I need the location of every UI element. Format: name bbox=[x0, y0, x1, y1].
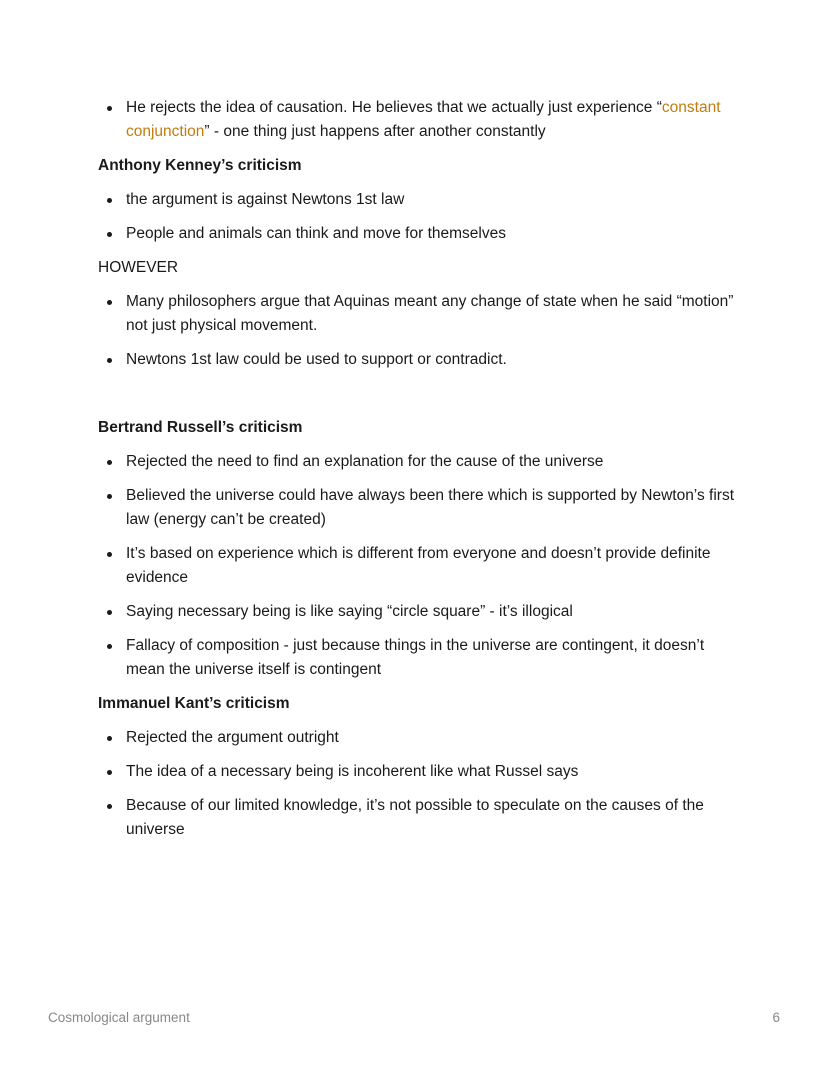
however-bullet-list bbox=[98, 290, 738, 372]
bullet-text: Because of our limited knowledge, it’s not possible to speculate on the causes of the universe bbox=[126, 797, 704, 838]
list-item bbox=[98, 542, 738, 590]
bullet-text: It’s based on experience which is different from everyone and doesn’t provide definite evidence bbox=[126, 545, 711, 586]
russell-heading: Bertrand Russell’s criticism bbox=[98, 419, 303, 436]
list-item bbox=[98, 794, 738, 842]
kant-heading: Immanuel Kant’s criticism bbox=[98, 695, 290, 712]
list-item bbox=[98, 726, 738, 750]
bullet-icon bbox=[107, 106, 112, 111]
bullet-icon bbox=[107, 770, 112, 775]
bullet-text: Many philosophers argue that Aquinas meant any change of state when he said “motion” not just physical movement. bbox=[126, 293, 734, 334]
bullet-icon bbox=[107, 198, 112, 203]
list-item bbox=[98, 634, 738, 682]
list-item bbox=[98, 450, 738, 474]
bullet-text: the argument is against Newtons 1st law bbox=[126, 191, 405, 208]
bullet-text: People and animals can think and move for themselves bbox=[126, 225, 506, 242]
list-item bbox=[98, 290, 738, 338]
intro-bullet-list bbox=[98, 96, 738, 144]
bullet-text: The idea of a necessary being is incoherent like what Russel says bbox=[126, 763, 579, 780]
bullet-text: Rejected the need to find an explanation for the cause of the universe bbox=[126, 453, 604, 470]
footer-page-number: 6 bbox=[772, 1010, 780, 1025]
bullet-text: Newtons 1st law could be used to support or contradict. bbox=[126, 351, 507, 368]
constant-conjunction-link[interactable]: constant conjunction bbox=[126, 99, 721, 140]
list-item bbox=[98, 222, 738, 246]
bullet-icon bbox=[107, 804, 112, 809]
footer-document-title: Cosmological argument bbox=[48, 1010, 190, 1025]
kenney-bullet-list bbox=[98, 188, 738, 246]
bullet-text: Fallacy of composition - just because things in the universe are contingent, it doesn’t mean the universe itself is contingent bbox=[126, 637, 705, 678]
list-item bbox=[98, 484, 738, 532]
bullet-text-post: ” - one thing just happens after another constantly bbox=[204, 123, 546, 140]
bullet-icon bbox=[107, 494, 112, 499]
list-item bbox=[98, 348, 738, 372]
bullet-icon bbox=[107, 644, 112, 649]
however-label: HOWEVER bbox=[98, 259, 179, 276]
list-item bbox=[98, 188, 738, 212]
list-item bbox=[98, 96, 738, 144]
bullet-text: Believed the universe could have always been there which is supported by Newton’s first law (energy can’t be created) bbox=[126, 487, 734, 528]
bullet-text: Rejected the argument outright bbox=[126, 729, 339, 746]
kenney-heading: Anthony Kenney’s criticism bbox=[98, 157, 302, 174]
bullet-icon bbox=[107, 736, 112, 741]
document-content bbox=[98, 96, 738, 842]
kant-bullet-list bbox=[98, 726, 738, 842]
bullet-text: Saying necessary being is like saying “circle square” - it’s illogical bbox=[126, 603, 573, 620]
list-item bbox=[98, 760, 738, 784]
list-item bbox=[98, 600, 738, 624]
bullet-icon bbox=[107, 552, 112, 557]
bullet-icon bbox=[107, 300, 112, 305]
bullet-icon bbox=[107, 232, 112, 237]
bullet-text-pre: He rejects the idea of causation. He believes that we actually just experience “ bbox=[126, 99, 662, 116]
russell-bullet-list bbox=[98, 450, 738, 682]
bullet-icon bbox=[107, 460, 112, 465]
bullet-icon bbox=[107, 358, 112, 363]
bullet-icon bbox=[107, 610, 112, 615]
